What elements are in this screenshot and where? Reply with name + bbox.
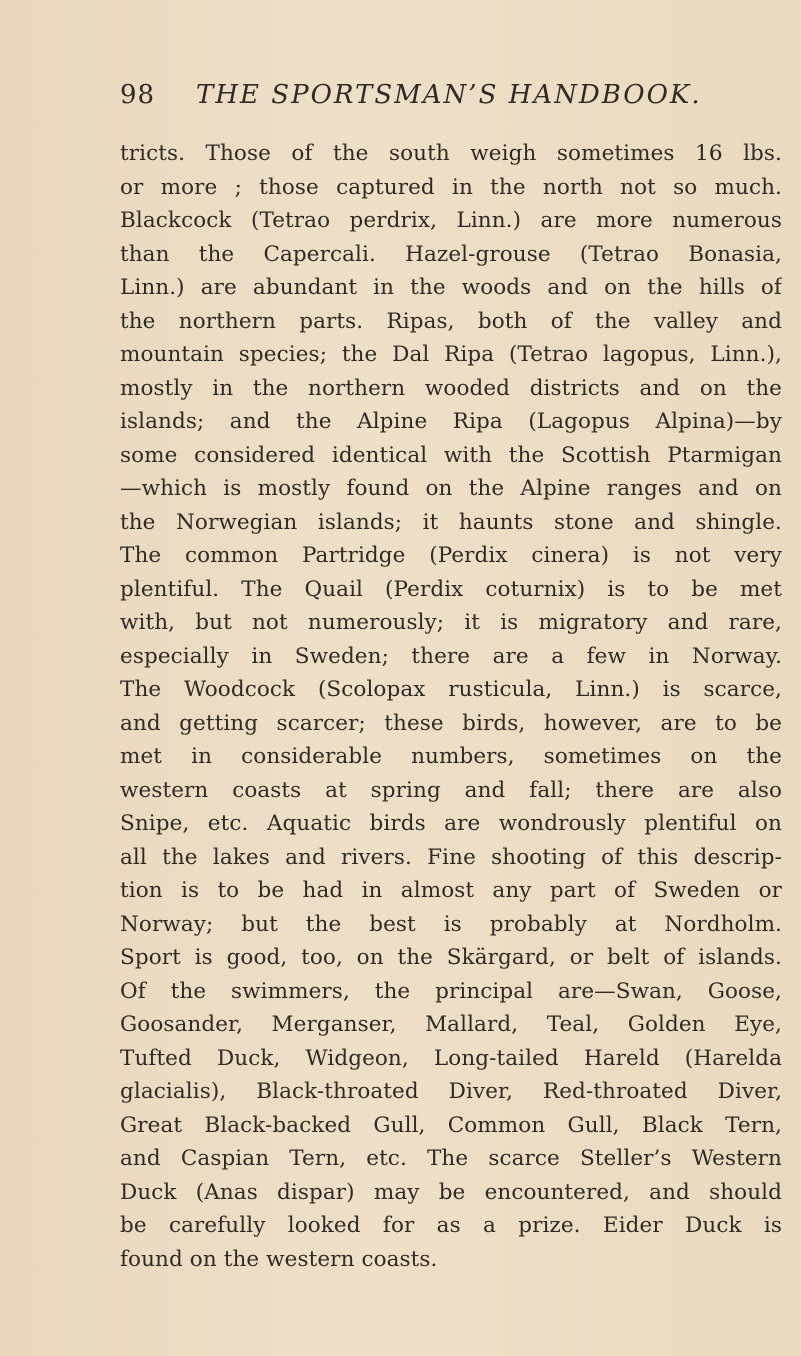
page-number: 98: [120, 80, 156, 110]
text-line: The Woodcock (Scolopax rusticula, Linn.) is scarce,: [120, 677, 782, 702]
body-text: [120, 137, 782, 1276]
text-line: Great Black-backed Gull, Common Gull, Black Tern,: [120, 1112, 782, 1138]
text-line: Tufted Duck, Widgeon, Long-tailed Hareld (Harelda: [120, 1045, 782, 1071]
text-line: Snipe, etc. Aquatic birds are wondrously plentiful on: [120, 811, 782, 836]
text-line: plentiful. The Quail (Perdix coturnix) is to be met: [120, 576, 782, 602]
text-line: the Norwegian islands; it haunts stone and shingle.: [120, 509, 782, 535]
text-line: be carefully looked for as a prize. Eider Duck is: [120, 1213, 782, 1238]
text-line: islands; and the Alpine Ripa (Lagopus Alpina)—by: [120, 409, 782, 434]
text-line: mostly in the northern wooded districts and on the: [120, 375, 782, 401]
text-line: or more ; those captured in the north not so much.: [120, 174, 782, 200]
text-line: glacialis), Black-throated Diver, Red-throated Diver,: [120, 1079, 782, 1104]
text-line: met in considerable numbers, sometimes on the: [120, 744, 782, 769]
text-line: The common Partridge (Perdix cinera) is not very: [120, 543, 782, 568]
text-line: found on the western coasts.: [120, 1246, 438, 1272]
text-line: some considered identical with the Scottish Ptarmigan: [120, 442, 782, 468]
text-line: Goosander, Merganser, Mallard, Teal, Golden Eye,: [120, 1012, 782, 1037]
text-line: tion is to be had in almost any part of Sweden or: [120, 878, 782, 903]
text-line: mountain species; the Dal Ripa (Tetrao lagopus, Linn.),: [120, 342, 782, 367]
text-line: and getting scarcer; these birds, however, are to be: [120, 710, 782, 736]
text-line: with, but not numerously; it is migratory and rare,: [120, 610, 782, 635]
page-header: [0, 80, 801, 116]
text-line: Blackcock (Tetrao perdrix, Linn.) are more numerous: [120, 208, 782, 233]
text-line: Linn.) are abundant in the woods and on the hills of: [120, 275, 782, 300]
text-line: —which is mostly found on the Alpine ranges and on: [120, 476, 782, 501]
text-line: all the lakes and rivers. Fine shooting of this descrip-: [120, 844, 782, 870]
text-line: especially in Sweden; there are a few in Norway.: [120, 643, 782, 669]
text-line: than the Capercali. Hazel-grouse (Tetrao Bonasia,: [120, 241, 782, 267]
running-title: THE SPORTSMAN’S HANDBOOK.: [196, 80, 702, 110]
text-line: western coasts at spring and fall; there are also: [120, 777, 782, 803]
text-line: Duck (Anas dispar) may be encountered, and should: [120, 1179, 782, 1205]
text-line: tricts. Those of the south weigh sometimes 16 lbs.: [120, 141, 782, 166]
text-line: Of the swimmers, the principal are—Swan, Goose,: [120, 978, 782, 1004]
text-line: Sport is good, too, on the Skärgard, or belt of islands.: [120, 945, 782, 970]
text-line: and Caspian Tern, etc. The scarce Steller’s Western: [120, 1146, 782, 1171]
text-line: the northern parts. Ripas, both of the valley and: [120, 308, 782, 334]
text-line: Norway; but the best is probably at Nordholm.: [120, 911, 782, 937]
